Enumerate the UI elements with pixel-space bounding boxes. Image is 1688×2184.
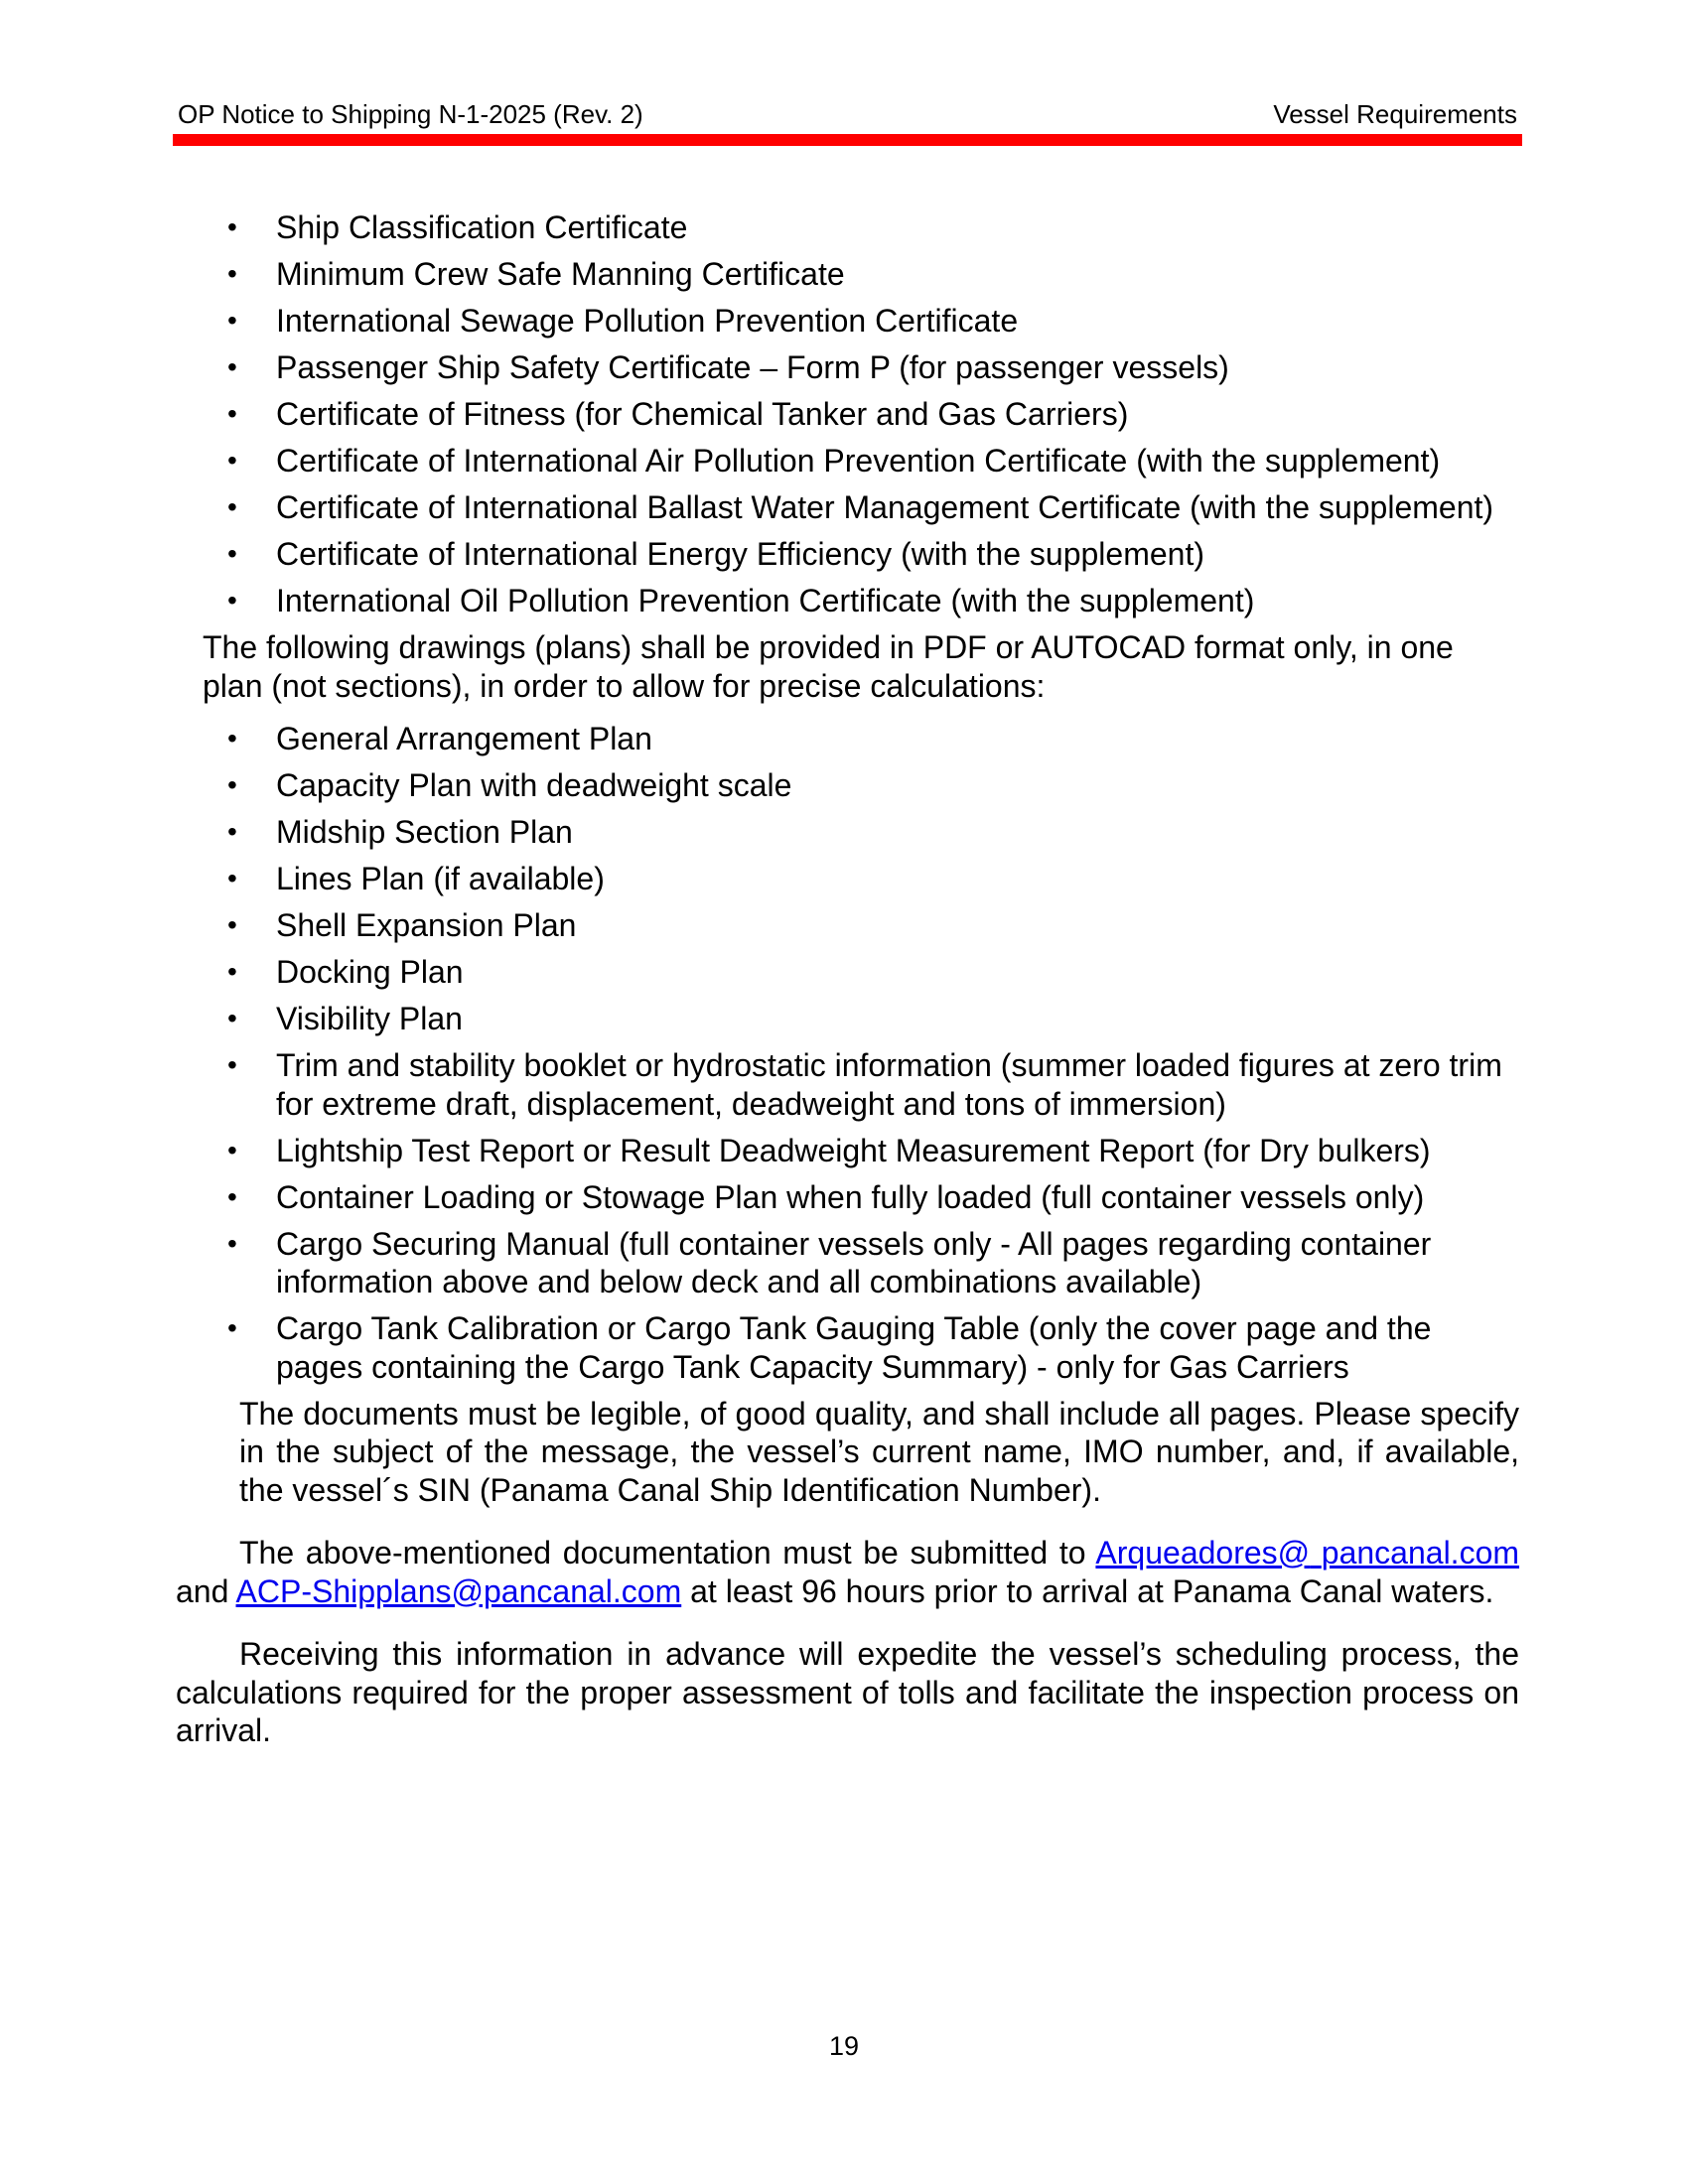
bullet-icon: • bbox=[227, 1227, 237, 1259]
bullet-icon: • bbox=[227, 491, 237, 522]
certificate-item-text: Certificate of International Air Pollution Prevention Certificate (with the supplement) bbox=[276, 443, 1441, 478]
certificate-item bbox=[176, 395, 1519, 434]
certificate-item bbox=[176, 348, 1519, 387]
drawing-item bbox=[176, 1000, 1519, 1038]
bullet-icon: • bbox=[227, 211, 237, 242]
bullet-icon: • bbox=[227, 723, 237, 753]
drawing-item-text: Capacity Plan with deadweight scale bbox=[276, 767, 792, 803]
bullet-icon: • bbox=[227, 258, 237, 289]
submission-text-after: at least 96 hours prior to arrival at Panama Canal waters. bbox=[681, 1572, 1494, 1609]
certificate-item bbox=[176, 582, 1519, 620]
certificate-item-text: International Oil Pollution Prevention Certificate (with the supplement) bbox=[276, 583, 1255, 618]
drawing-item-text: Shell Expansion Plan bbox=[276, 907, 577, 943]
bullet-icon: • bbox=[227, 1180, 237, 1212]
drawing-item-text: Midship Section Plan bbox=[276, 814, 573, 850]
certificate-item bbox=[176, 442, 1519, 480]
bullet-icon: • bbox=[227, 305, 237, 336]
drawing-item bbox=[176, 953, 1519, 992]
bullet-icon: • bbox=[227, 909, 237, 940]
drawing-item-text: General Arrangement Plan bbox=[276, 721, 652, 756]
page-content bbox=[176, 208, 1519, 1750]
drawing-item bbox=[176, 1046, 1519, 1123]
email-link-shipplans[interactable]: ACP-Shipplans@pancanal.com bbox=[235, 1572, 682, 1609]
bullet-icon: • bbox=[227, 398, 237, 429]
bullet-icon: • bbox=[227, 351, 237, 382]
drawing-item-text: Lines Plan (if available) bbox=[276, 861, 605, 896]
bullet-icon: • bbox=[227, 769, 237, 800]
drawing-item-text: Trim and stability booklet or hydrostatic information (summer loaded figures at zero trim for extreme draft, displacement, deadweight and tons of immersion) bbox=[276, 1047, 1502, 1122]
certificate-item bbox=[176, 488, 1519, 527]
header-red-rule bbox=[173, 134, 1522, 146]
submission-paragraph bbox=[176, 1534, 1519, 1610]
drawing-item bbox=[176, 1132, 1519, 1170]
bullet-icon: • bbox=[227, 585, 237, 615]
certificate-item-text: Certificate of International Energy Efficiency (with the supplement) bbox=[276, 536, 1204, 572]
drawing-item-text: Cargo Tank Calibration or Cargo Tank Gauging Table (only the cover page and the pages containing the Cargo Tank Capacity Summary) - only for Gas Carriers bbox=[276, 1310, 1432, 1385]
certificate-item bbox=[176, 255, 1519, 294]
certificate-item bbox=[176, 302, 1519, 341]
drawing-item bbox=[176, 1309, 1519, 1386]
drawing-item-text: Cargo Securing Manual (full container vessels only - All pages regarding container information above and below deck and all combinations available) bbox=[276, 1225, 1432, 1299]
certificates-list bbox=[176, 208, 1519, 620]
bullet-icon: • bbox=[227, 816, 237, 847]
bullet-icon: • bbox=[227, 1134, 237, 1165]
drawing-item-text: Visibility Plan bbox=[276, 1001, 463, 1036]
drawing-item-text: Docking Plan bbox=[276, 954, 464, 990]
bullet-icon: • bbox=[227, 1049, 237, 1080]
certificate-item-text: Certificate of Fitness (for Chemical Tanker and Gas Carriers) bbox=[276, 396, 1129, 432]
drawing-item bbox=[176, 1178, 1519, 1217]
certificate-item-text: Certificate of International Ballast Water Management Certificate (with the supplement) bbox=[276, 489, 1494, 525]
bullet-icon: • bbox=[227, 956, 237, 987]
drawing-item-text: Container Loading or Stowage Plan when fully loaded (full container vessels only) bbox=[276, 1178, 1425, 1215]
certificate-item bbox=[176, 535, 1519, 574]
drawing-item bbox=[176, 720, 1519, 758]
drawings-list bbox=[176, 720, 1519, 1386]
header-document-title: OP Notice to Shipping N-1-2025 (Rev. 2) bbox=[178, 99, 643, 129]
page-number: 19 bbox=[828, 2031, 860, 2061]
drawing-item bbox=[176, 813, 1519, 852]
certificate-item-text: International Sewage Pollution Prevention Certificate bbox=[276, 303, 1019, 339]
bullet-icon: • bbox=[227, 538, 237, 569]
bullet-icon: • bbox=[227, 863, 237, 893]
submission-text-before: The above-mentioned documentation must be submitted to bbox=[239, 1535, 1096, 1570]
drawing-item bbox=[176, 860, 1519, 898]
drawing-item bbox=[176, 906, 1519, 945]
documents-paragraph: The documents must be legible, of good quality, and shall include all pages. Please specify in the subject of the message, the vessel’s current name, IMO number, and, if available, the vessel´s SIN (Panama Canal Ship Identification Number). bbox=[239, 1395, 1519, 1508]
header-section-title: Vessel Requirements bbox=[1273, 99, 1517, 129]
drawing-item bbox=[176, 1225, 1519, 1301]
drawings-intro-paragraph: The following drawings (plans) shall be provided in PDF or AUTOCAD format only, in one plan (not sections), in order to allow for precise calculations: bbox=[203, 629, 1454, 704]
bullet-icon: • bbox=[227, 1003, 237, 1033]
advance-information-paragraph: Receiving this information in advance will expedite the vessel’s scheduling process, the calculations required for the proper assessment of tolls and facilitate the inspection process on arrival. bbox=[176, 1636, 1519, 1748]
certificate-item-text: Passenger Ship Safety Certificate – Form P (for passenger vessels) bbox=[276, 349, 1229, 385]
page-header bbox=[176, 96, 1519, 136]
bullet-icon: • bbox=[227, 445, 237, 476]
drawing-item-text: Lightship Test Report or Result Deadweight Measurement Report (for Dry bulkers) bbox=[276, 1132, 1431, 1168]
certificate-item bbox=[176, 208, 1519, 247]
submission-text-middle: and bbox=[176, 1572, 236, 1609]
drawing-item bbox=[176, 766, 1519, 805]
certificate-item-text: Ship Classification Certificate bbox=[276, 209, 688, 245]
email-link-arqueadores-part2[interactable]: pancanal.com bbox=[1321, 1535, 1520, 1570]
bullet-icon: • bbox=[227, 1312, 237, 1343]
certificate-item-text: Minimum Crew Safe Manning Certificate bbox=[276, 256, 845, 292]
email-link-arqueadores[interactable] bbox=[1095, 1535, 1519, 1570]
email-link-arqueadores-part1[interactable]: Arqueadores@ bbox=[1095, 1535, 1311, 1570]
